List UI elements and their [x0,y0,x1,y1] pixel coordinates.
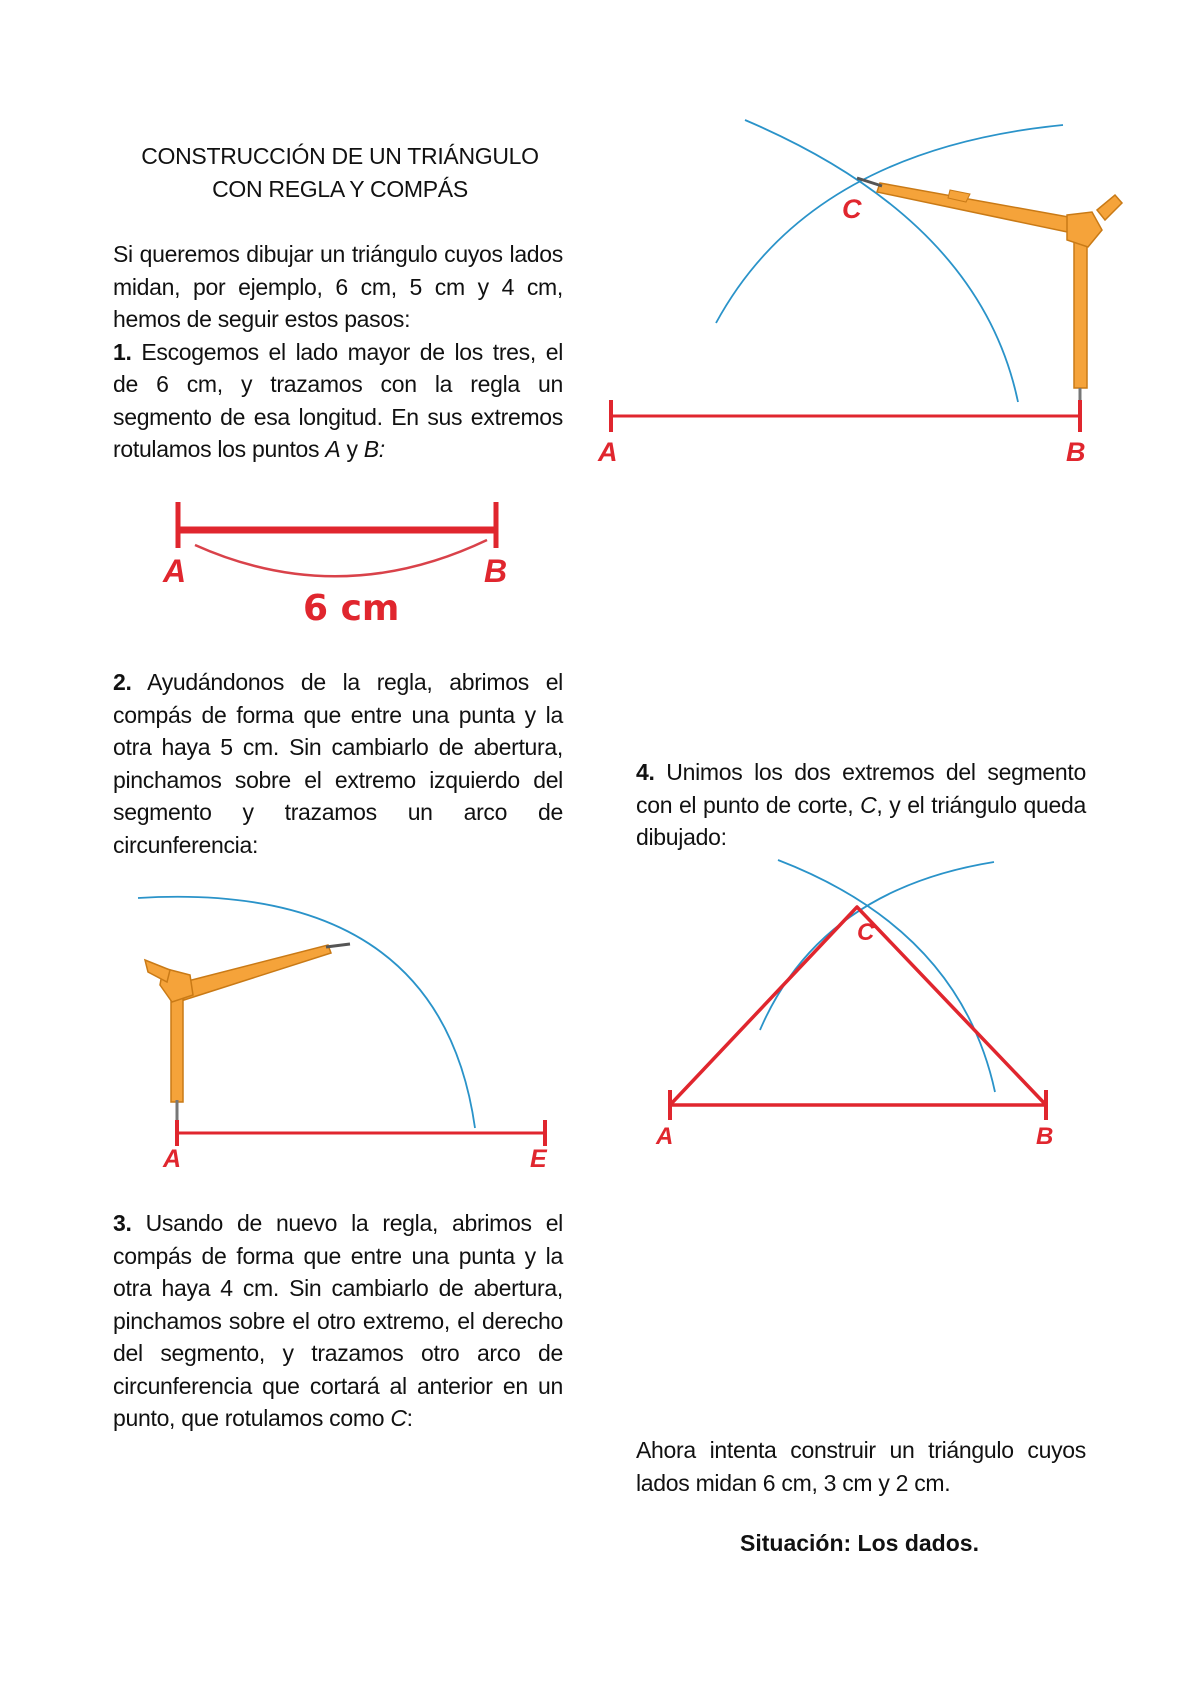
step-3-point-c: C [390,1405,407,1431]
situacion-text: Situación: Los dados. [740,1530,979,1556]
step-1-text: Escogemos el lado mayor de los tres, el de 6 cm, y trazamos con la regla un segmento de esa longitud. En sus extremos rotulamos los puntos [113,338,563,462]
title-line-1: CONSTRUCCIÓN DE UN TRIÁNGULO [141,143,539,169]
triangle-label-a: A [656,1123,674,1150]
step-1-point-a: A [325,436,341,462]
step-2-number: 2. [113,669,132,695]
step-3-number: 3. [113,1210,132,1236]
step-3-text: Usando de nuevo la regla, abrimos el compás de forma que entre una punta y la otra haya 4 cm. Sin cambiarlo de abertura, pinchamos sobre el otro extremo, el derecho del segmento, y trazamos otro arco de circunferencia que cortará al anterior en un punto, que rotulamos como [113,1210,563,1431]
compass-a-label-a: A [163,1145,182,1173]
step-3-end: : [406,1405,413,1431]
compass-b-label-b: B [1066,437,1086,467]
compass-b-label-c: C [842,194,862,224]
step-4-text: Unimos los dos extremos del segmento con el punto de corte, [636,759,1086,818]
step-1-conj: y [340,436,364,462]
exercise-text: Ahora intenta construir un triángulo cuyos lados midan 6 cm, 3 cm y 2 cm. [636,1437,1086,1496]
segment-label-b: B [484,553,508,589]
step-4-point-c: C [860,791,877,818]
step-2-text: Ayudándonos de la regla, abrimos el compás de forma que entre una punta y la otra haya 5 cm. Sin cambiarlo de abertura, pinchamos sobre el extremo izquierdo del segmento y trazamos un arco de circunferencia: [113,669,563,858]
compass-b-label-a: A [598,437,618,467]
step-1-point-b: B: [363,436,385,462]
arc-b-final [760,862,994,1030]
step-4-number: 4. [636,759,655,785]
segment-measure: 6 cm [303,588,400,629]
triangle-label-c: C [857,919,875,946]
compass-a-label-e: E [530,1145,547,1173]
intro-text: Si queremos dibujar un triángulo cuyos lados midan, por ejemplo, 6 cm, 5 cm y 4 cm, hemos de seguir estos pasos: [113,241,563,332]
title-line-2: CON REGLA Y COMPÁS [212,176,468,202]
step-1-number: 1. [113,338,132,365]
triangle-label-b: B [1036,1123,1054,1150]
step-4-end: , y el triángulo queda dibujado: [636,791,1086,850]
segment-label-a: A [163,553,187,589]
